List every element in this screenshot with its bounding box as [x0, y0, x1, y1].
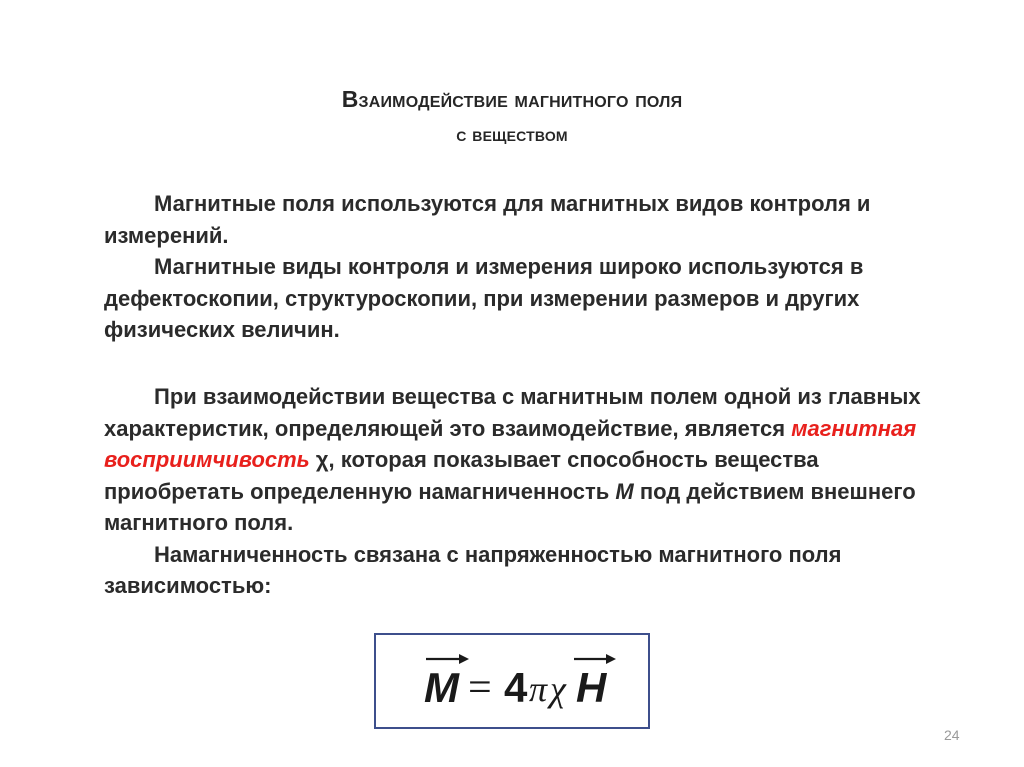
page-number: 24 [944, 727, 960, 743]
paragraph-magnetization-relation: Намагниченность связана с напряженностью магнитного поля зависимостью: [104, 541, 842, 598]
paragraph-susceptibility [104, 381, 924, 539]
formula-rhs: H [576, 664, 607, 711]
vector-arrow-h-head [606, 654, 616, 664]
symbol-magnetization: М [615, 478, 634, 504]
formula-chi: χ [550, 669, 566, 709]
term-magnetic-susceptibility: магнитная восприимчивость [104, 415, 917, 472]
paragraph-block-1 [104, 188, 924, 346]
slide-title-line-1: Взаимодействие магнитного поля [341, 86, 683, 112]
text-end: под действием внешнего магнитного поля. [104, 478, 916, 535]
paragraph-magnetic-fields-usage: Магнитные поля используются для магнитных видов контроля и измерений. [104, 191, 871, 248]
text-before-term: При взаимодействии вещества с магнитным полем одной из главных характеристик, определяющей это взаимодействие, является [104, 384, 921, 441]
slide-title-line-2: с веществом [456, 124, 568, 146]
formula-equals: = [468, 665, 492, 711]
formula-coefficient: 4 [504, 664, 528, 711]
formula-pi: π [529, 669, 548, 709]
paragraph-block-2 [104, 381, 924, 602]
paragraph-magnetic-control-methods: Магнитные виды контроля и измерения широко используются в дефектоскопии, структуроскопии, при измерении размеров и других физических величин. [104, 254, 864, 342]
formula-graphic [376, 635, 648, 727]
vector-arrow-m-head [459, 654, 469, 664]
formula-box [374, 633, 650, 729]
formula-lhs: M [424, 664, 459, 711]
text-after-term: χ, которая показывает способность вещества приобретать определенную намагниченность [104, 447, 819, 504]
